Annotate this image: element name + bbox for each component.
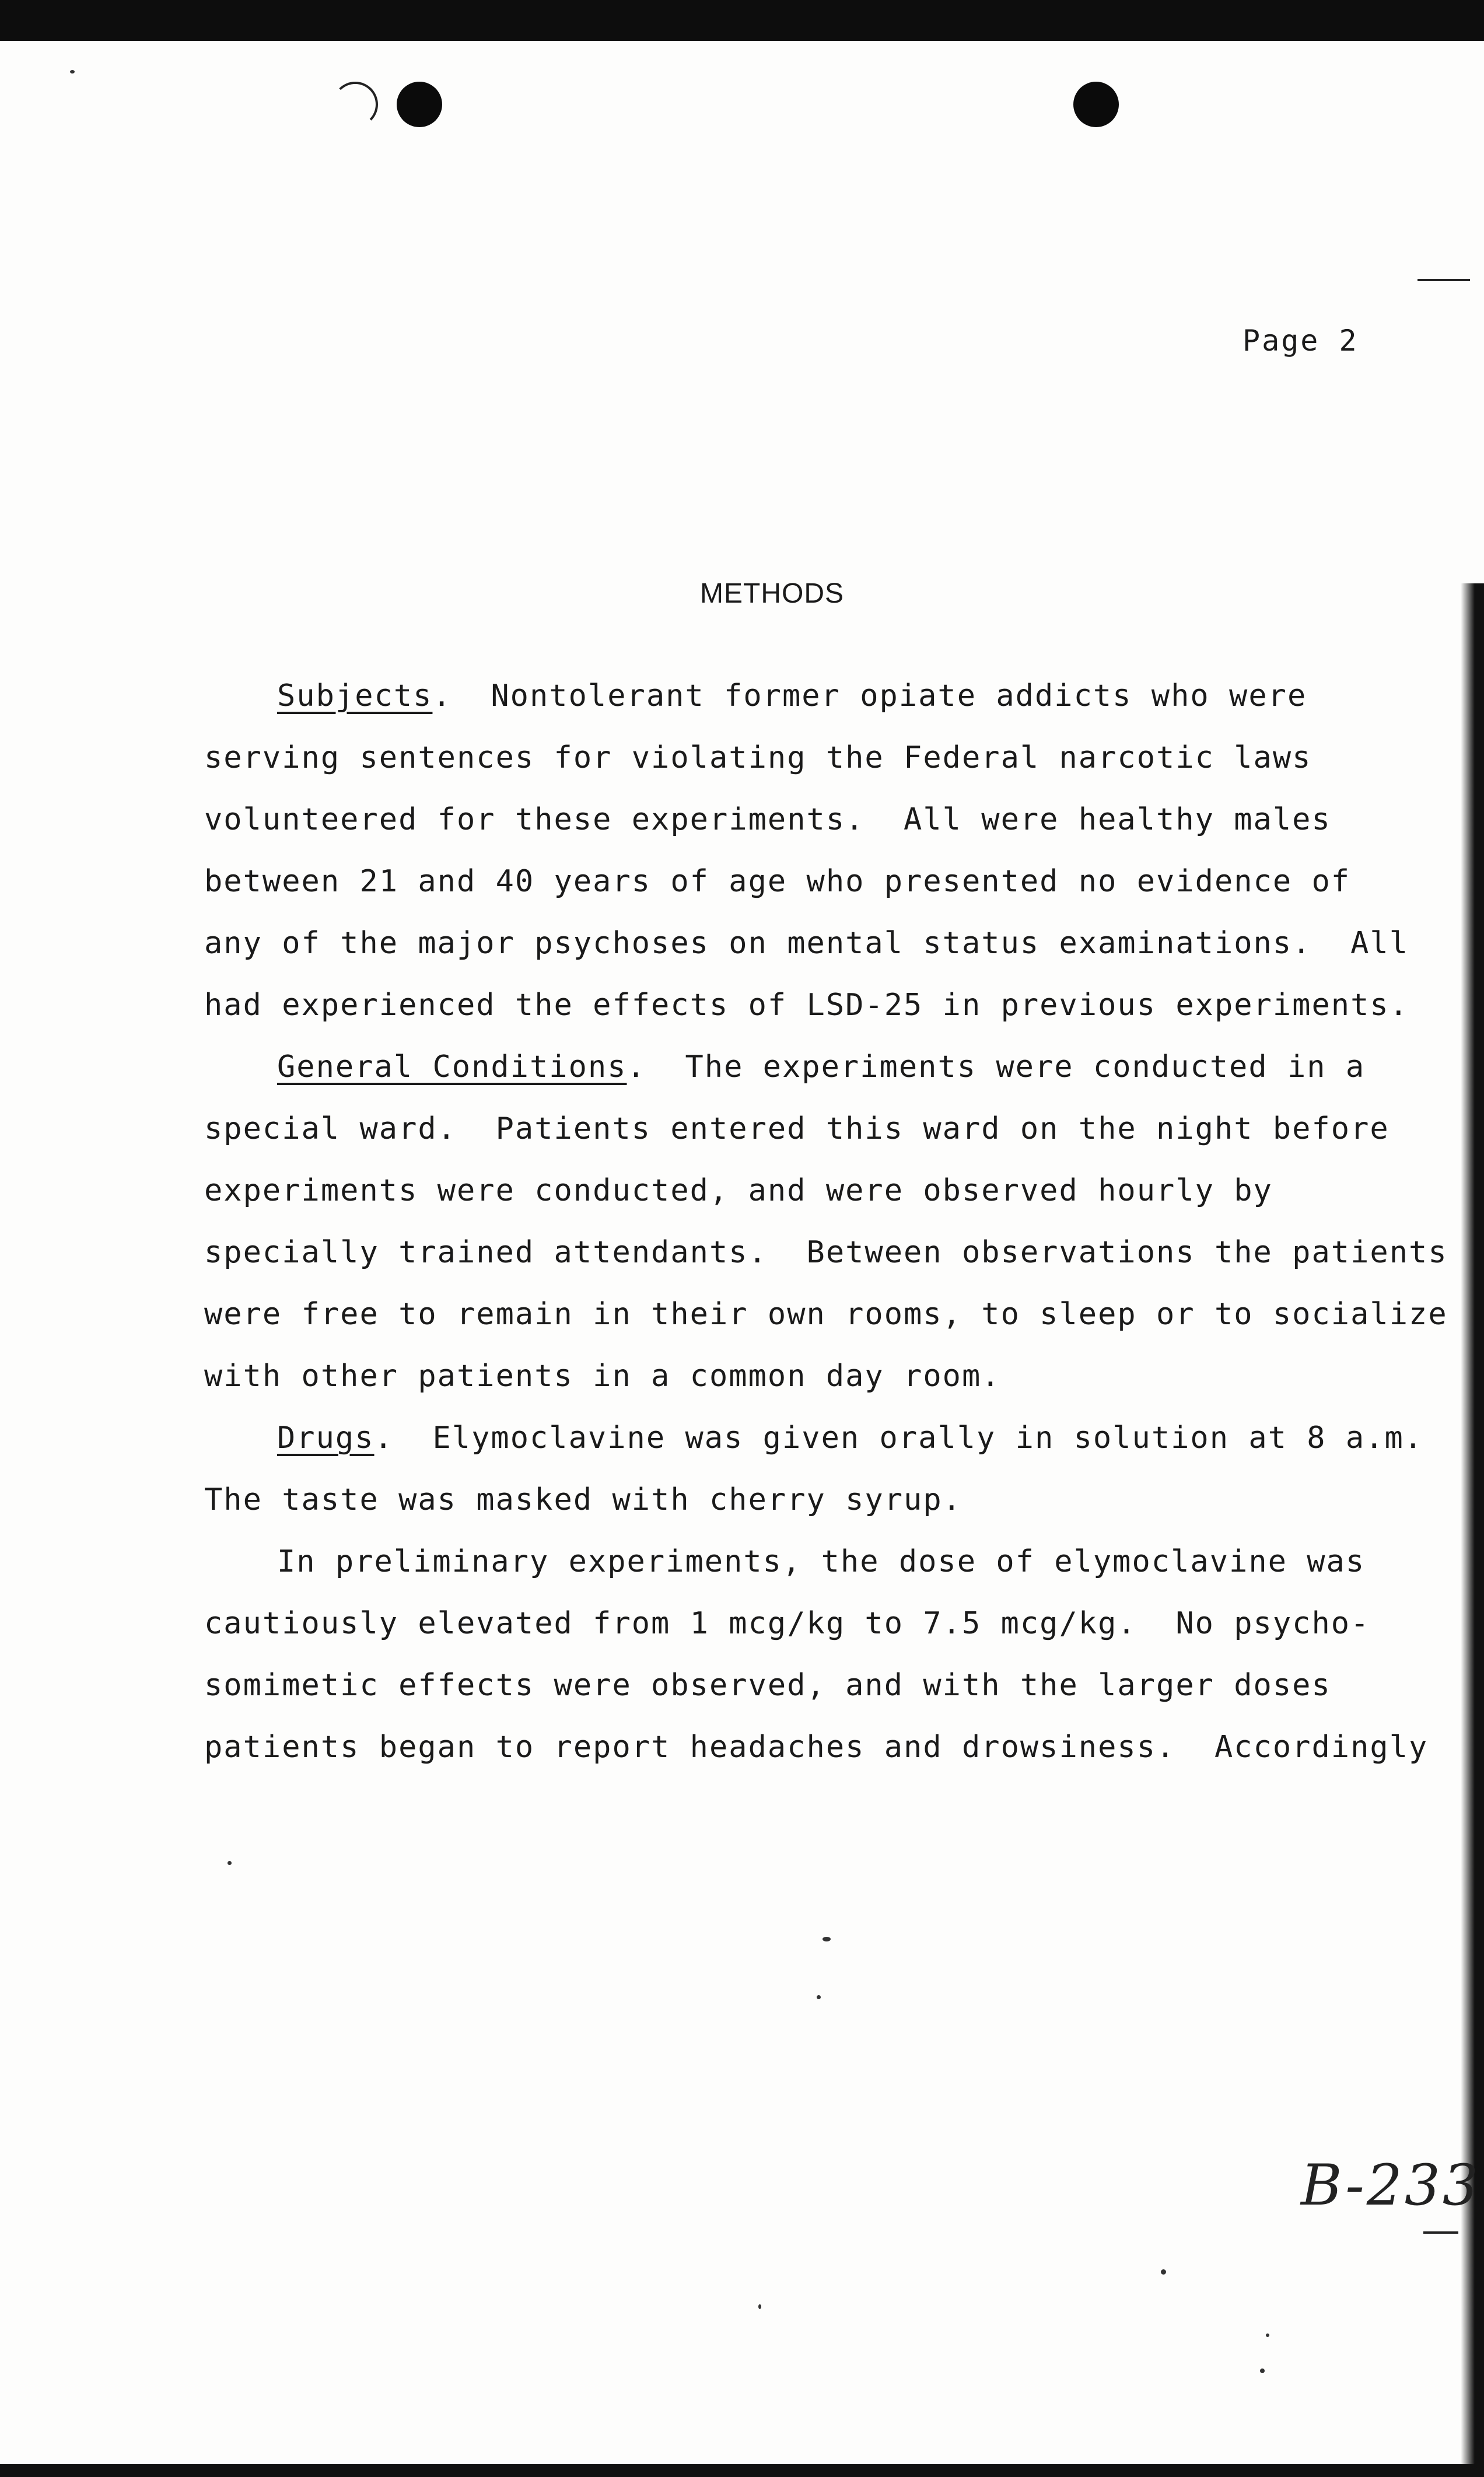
text-line: any of the major psychoses on mental status examinations. All: [204, 926, 1409, 961]
text-line: had experienced the effects of LSD-25 in previous experiments.: [204, 988, 1409, 1023]
paragraph-general-conditions-first-line: General Conditions. The experiments were conducted in a: [277, 1049, 1366, 1084]
paragraph-drugs-first-line: Drugs. Elymoclavine was given orally in solution at 8 a.m.: [277, 1421, 1424, 1456]
paragraph-subjects-first-line: Subjects. Nontolerant former opiate addicts who were: [277, 678, 1307, 713]
scan-mark: [1423, 2231, 1458, 2234]
scan-bottom-border: [0, 2464, 1484, 2477]
scan-mark: [1418, 279, 1470, 281]
text-line: with other patients in a common day room.: [204, 1359, 1001, 1394]
scan-speck: [1161, 2269, 1166, 2275]
text-line: between 21 and 40 years of age who presented no evidence of: [204, 864, 1351, 899]
scan-speck: [817, 1995, 821, 1999]
text-line: special ward. Patients entered this ward on the night before: [204, 1111, 1390, 1146]
section-heading: METHODS: [700, 578, 844, 609]
text-line: were free to remain in their own rooms, to sleep or to socialize: [204, 1297, 1448, 1332]
scan-speck: [1266, 2333, 1269, 2337]
punch-hole-left: [397, 82, 442, 127]
scan-speck: [1260, 2368, 1265, 2373]
text-line: serving sentences for violating the Federal narcotic laws: [204, 740, 1312, 775]
paragraph-preliminary-first-line: In preliminary experiments, the dose of elymoclavine was: [277, 1544, 1366, 1579]
text-line: specially trained attendants. Between observations the patients: [204, 1235, 1448, 1270]
text-line: volunteered for these experiments. All were healthy males: [204, 802, 1331, 837]
drugs-label: Drugs: [277, 1421, 374, 1456]
body-text: [204, 665, 1448, 1778]
punch-hole-ring: [332, 82, 378, 127]
page-number: Page 2: [1242, 324, 1359, 358]
text-line: experiments were conducted, and were observed hourly by: [204, 1173, 1273, 1208]
subjects-label: Subjects: [277, 678, 433, 713]
text-line: somimetic effects were observed, and with the larger doses: [204, 1668, 1331, 1703]
scan-speck: [70, 70, 75, 74]
general-conditions-label: General Conditions: [277, 1049, 627, 1084]
scan-top-border: [0, 0, 1484, 41]
text-line: cautiously elevated from 1 mcg/kg to 7.5 mcg/kg. No psycho-: [204, 1606, 1370, 1641]
handwritten-reference: B-233: [1301, 2153, 1480, 2218]
scan-speck: [822, 1937, 831, 1941]
scan-speck: [228, 1861, 232, 1865]
punch-hole-right: [1073, 82, 1119, 127]
scan-speck: [758, 2304, 761, 2309]
text-line: The taste was masked with cherry syrup.: [204, 1482, 962, 1517]
text-line: patients began to report headaches and drowsiness. Accordingly: [204, 1730, 1429, 1765]
